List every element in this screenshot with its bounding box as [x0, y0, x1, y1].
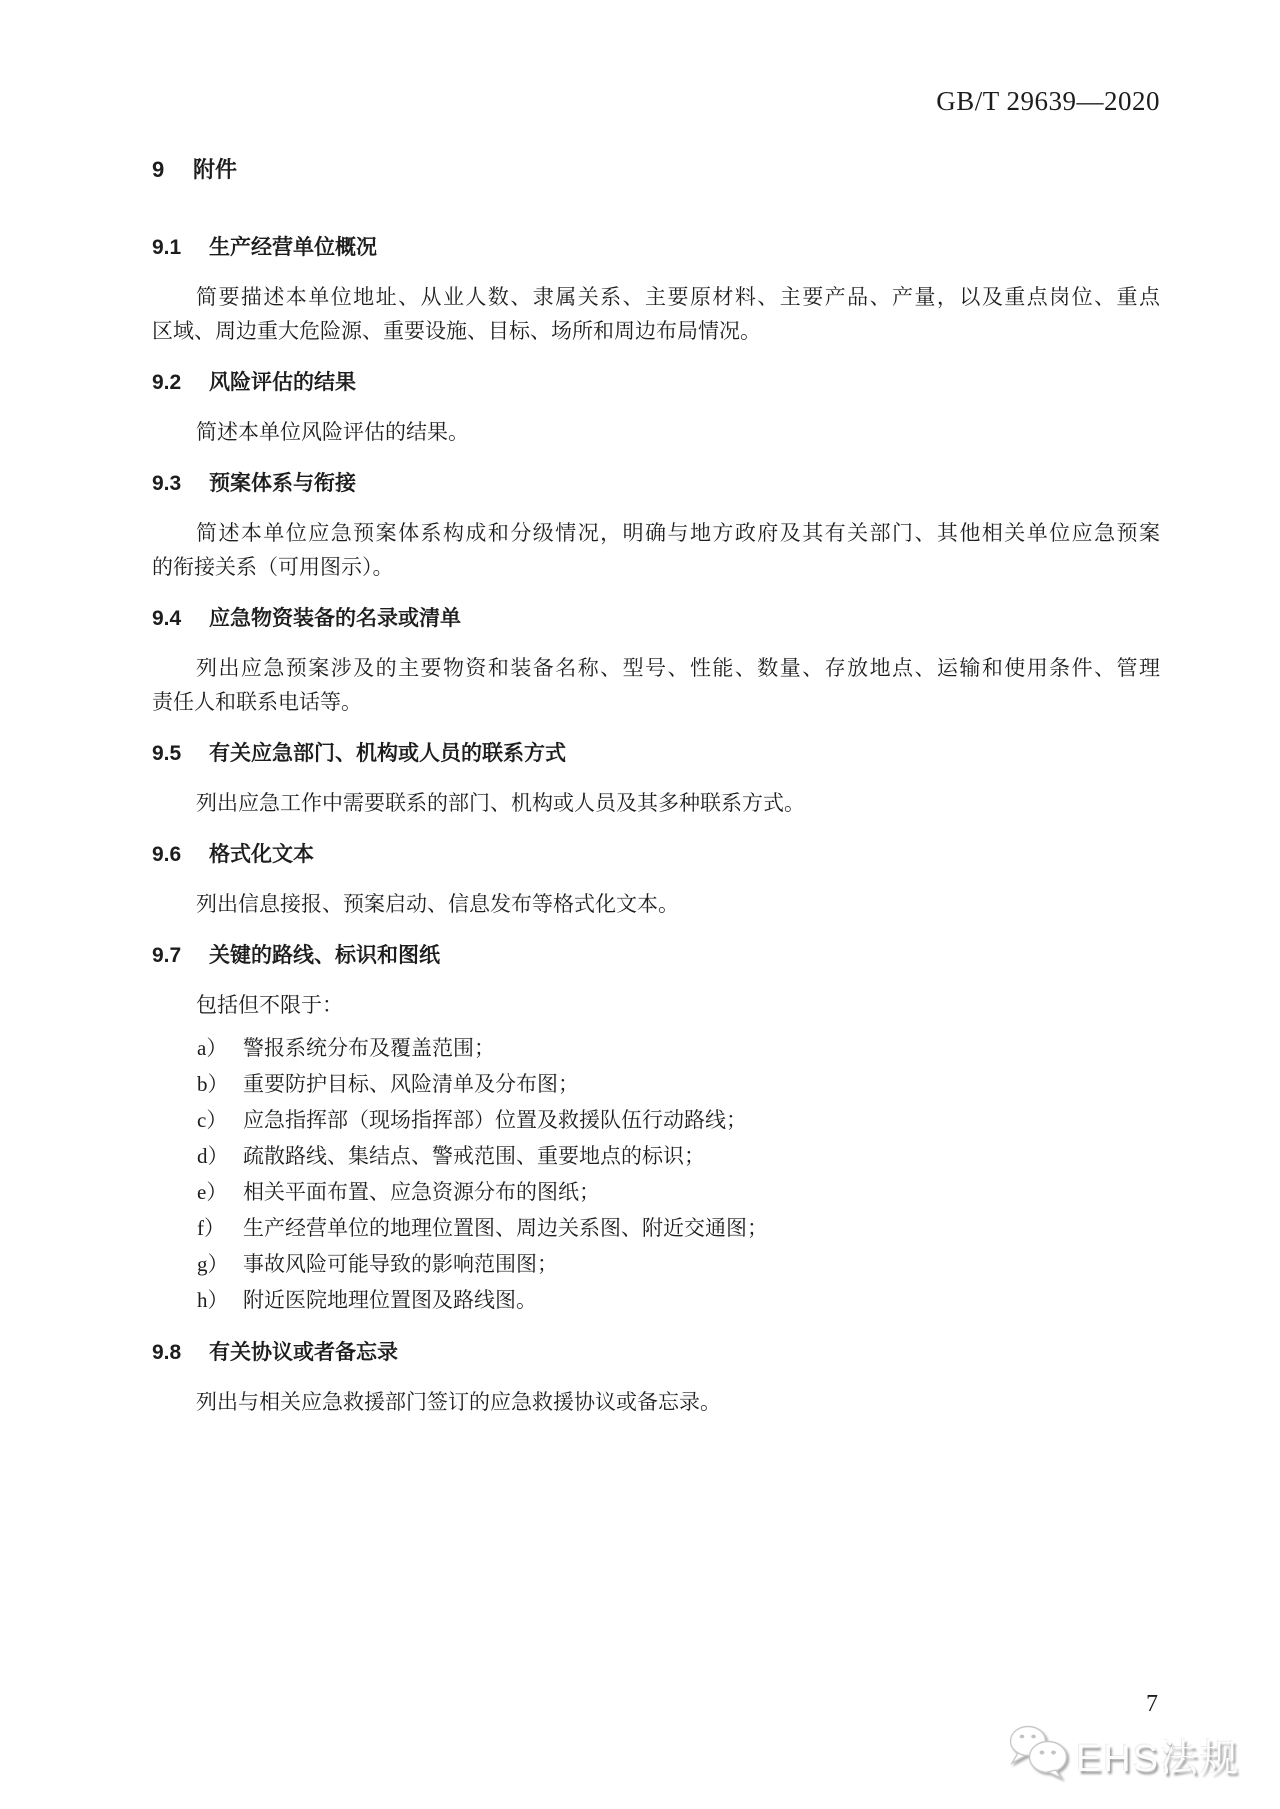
- paragraph: [152, 988, 1160, 1022]
- paragraph: [152, 786, 1160, 820]
- section-heading: [152, 471, 1160, 497]
- section-heading: [152, 235, 1160, 261]
- list-item-text: 重要防护目标、风险清单及分布图；: [243, 1072, 579, 1096]
- section-number: 9.3: [152, 472, 182, 495]
- list-item-text: 疏散路线、集结点、警戒范围、重要地点的标识；: [243, 1144, 705, 1168]
- wechat-logo-icon: [1006, 1724, 1070, 1785]
- list-marker: a）: [197, 1036, 228, 1060]
- paragraph: [152, 1385, 1160, 1419]
- list-item-text: 附近医院地理位置图及路线图。: [243, 1288, 537, 1312]
- paragraph-line: 列出应急预案涉及的主要物资和装备名称、型号、性能、数量、存放地点、运输和使用条件、管理: [196, 656, 1160, 680]
- paragraph-line: 列出与相关应急救援部门签订的应急救援协议或备忘录。: [196, 1390, 721, 1414]
- list-marker: g）: [197, 1252, 229, 1276]
- section-title: 有关应急部门、机构或人员的联系方式: [209, 742, 566, 765]
- section-number: 9.6: [152, 843, 182, 866]
- section-9.8: [152, 1340, 1160, 1419]
- section-9.6: [152, 842, 1160, 921]
- list-item: [197, 1174, 1160, 1210]
- paragraph: [152, 651, 1160, 719]
- paragraph: [152, 415, 1160, 449]
- section-title: 风险评估的结果: [209, 371, 356, 394]
- list-marker: h）: [197, 1288, 229, 1312]
- section-number: 9.8: [152, 1341, 182, 1364]
- watermark: [1006, 1724, 1240, 1785]
- section-9.1: [152, 235, 1160, 348]
- chapter-number: 9: [152, 157, 165, 182]
- section-heading: [152, 370, 1160, 396]
- section-heading: [152, 741, 1160, 767]
- section-number: 9.4: [152, 607, 182, 630]
- standard-code: GB/T 29639—2020: [936, 86, 1160, 116]
- section-heading: [152, 606, 1160, 632]
- list-marker: f）: [197, 1216, 225, 1240]
- section-heading: [152, 943, 1160, 969]
- section-title: 有关协议或者备忘录: [209, 1341, 398, 1364]
- paragraph-line: 列出应急工作中需要联系的部门、机构或人员及其多种联系方式。: [196, 791, 805, 815]
- chapter-title: 附件: [193, 157, 238, 182]
- paragraph: [152, 887, 1160, 921]
- paragraph-line: 区域、周边重大危险源、重要设施、目标、场所和周边布局情况。: [152, 319, 761, 343]
- page-content: [152, 0, 1160, 1419]
- list-item: [197, 1282, 1160, 1318]
- list-item: [197, 1030, 1160, 1066]
- paragraph: [152, 280, 1160, 348]
- section-number: 9.2: [152, 371, 182, 394]
- section-title: 关键的路线、标识和图纸: [209, 944, 440, 967]
- paragraph-line: 简述本单位风险评估的结果。: [196, 420, 469, 444]
- list-item-text: 事故风险可能导致的影响范围图；: [243, 1252, 558, 1276]
- section-number: 9.1: [152, 236, 182, 259]
- section-9.7: [152, 943, 1160, 1318]
- section-9.4: [152, 606, 1160, 719]
- sections: [152, 235, 1160, 1419]
- section-title: 应急物资装备的名录或清单: [209, 607, 461, 630]
- section-9.3: [152, 471, 1160, 584]
- section-9.5: [152, 741, 1160, 820]
- list-marker: d）: [197, 1144, 229, 1168]
- paragraph-line: 责任人和联系电话等。: [152, 690, 362, 714]
- list-item: [197, 1246, 1160, 1282]
- section-title: 格式化文本: [209, 843, 314, 866]
- list-item-text: 警报系统分布及覆盖范围；: [243, 1036, 495, 1060]
- list-item-text: 相关平面布置、应急资源分布的图纸；: [243, 1180, 600, 1204]
- section-title: 预案体系与衔接: [209, 472, 356, 495]
- list-marker: b）: [197, 1072, 229, 1096]
- list-item: [197, 1138, 1160, 1174]
- list: [152, 1030, 1160, 1318]
- list-item-text: 应急指挥部（现场指挥部）位置及救援队伍行动路线；: [243, 1108, 747, 1132]
- list-item: [197, 1210, 1160, 1246]
- list-marker: e）: [197, 1180, 228, 1204]
- paragraph-line: 简要描述本单位地址、从业人数、隶属关系、主要原材料、主要产品、产量，以及重点岗位、重点: [196, 285, 1160, 309]
- watermark-text: EHS法规: [1075, 1738, 1240, 1780]
- page-number: 7: [1146, 1691, 1158, 1717]
- section-heading: [152, 842, 1160, 868]
- paragraph-line: 包括但不限于：: [196, 993, 343, 1017]
- list-item: [197, 1102, 1160, 1138]
- paragraph-line: 列出信息接报、预案启动、信息发布等格式化文本。: [196, 892, 679, 916]
- section-number: 9.5: [152, 742, 182, 765]
- section-9.2: [152, 370, 1160, 449]
- paragraph-line: 的衔接关系（可用图示）。: [152, 555, 394, 579]
- list-item-text: 生产经营单位的地理位置图、周边关系图、附近交通图；: [243, 1216, 768, 1240]
- section-heading: [152, 1340, 1160, 1366]
- chapter-heading: [152, 157, 1160, 183]
- section-number: 9.7: [152, 944, 182, 967]
- section-title: 生产经营单位概况: [209, 236, 377, 259]
- paragraph-line: 简述本单位应急预案体系构成和分级情况，明确与地方政府及其有关部门、其他相关单位应急预案: [196, 521, 1160, 545]
- paragraph: [152, 516, 1160, 584]
- list-item: [197, 1066, 1160, 1102]
- list-marker: c）: [197, 1108, 228, 1132]
